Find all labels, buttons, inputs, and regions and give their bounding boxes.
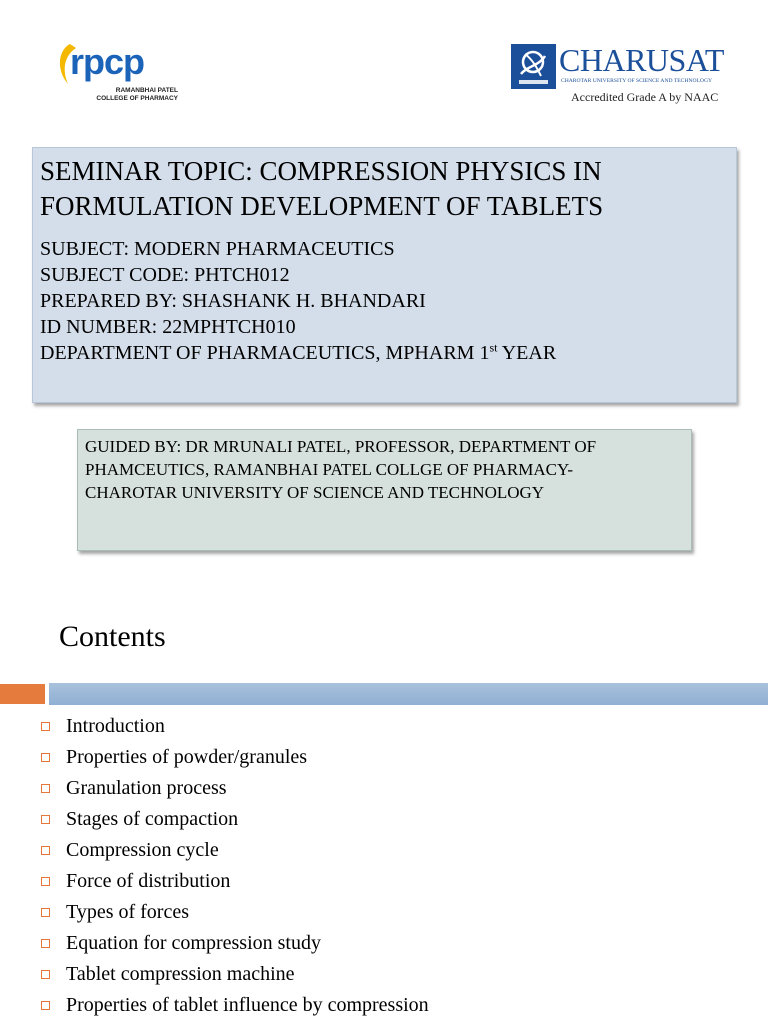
guided-by-line1: GUIDED BY: DR MRUNALI PATEL, PROFESSOR, DEPARTMENT OF (85, 437, 597, 456)
department-suffix: YEAR (497, 342, 557, 364)
hollow-square-bullet-icon (41, 753, 50, 762)
hollow-square-bullet-icon (41, 815, 50, 824)
charusat-full-name: CHAROTAR UNIVERSITY OF SCIENCE AND TECHNOLOGY (561, 78, 713, 84)
list-item-label: Granulation process (66, 777, 227, 799)
charusat-name: CHARUSAT (559, 42, 724, 78)
list-item-label: Tablet compression machine (66, 963, 295, 985)
guided-by-line2: PHAMCEUTICS, RAMANBHAI PATEL COLLGE OF PHARMACY- (85, 460, 574, 479)
subject-code-line: SUBJECT CODE: PHTCH012 (40, 264, 290, 286)
guided-by-text (85, 435, 691, 504)
department-prefix: DEPARTMENT OF PHARMACEUTICS, MPHARM 1 (40, 342, 490, 364)
list-item (40, 773, 429, 804)
hollow-square-bullet-icon (41, 939, 50, 948)
hollow-square-bullet-icon (41, 722, 50, 731)
hollow-square-bullet-icon (41, 784, 50, 793)
list-item-label: Equation for compression study (66, 932, 321, 954)
list-item (40, 866, 429, 897)
rpcp-logo (56, 40, 176, 106)
list-item (40, 742, 429, 773)
list-item (40, 959, 429, 990)
title-box (32, 147, 737, 403)
list-item (40, 711, 429, 742)
list-item-label: Force of distribution (66, 870, 231, 892)
hollow-square-bullet-icon (41, 846, 50, 855)
list-item-label: Compression cycle (66, 839, 219, 861)
hollow-square-bullet-icon (41, 970, 50, 979)
list-item (40, 897, 429, 928)
contents-heading: Contents (59, 620, 166, 653)
contents-divider-bar (0, 683, 768, 705)
rpcp-college-line1: RAMANBHAI PATEL (115, 87, 178, 94)
list-item (40, 835, 429, 866)
hollow-square-bullet-icon (41, 908, 50, 917)
seminar-title-line2: FORMULATION DEVELOPMENT OF TABLETS (40, 191, 604, 221)
list-item-label: Properties of powder/granules (66, 746, 308, 768)
guided-by-line3: CHAROTAR UNIVERSITY OF SCIENCE AND TECHNOLOGY (85, 483, 545, 502)
prepared-by-line: PREPARED BY: SHASHANK H. BHANDARI (40, 290, 426, 312)
rpcp-wordmark: rpcp (70, 41, 145, 82)
list-item (40, 804, 429, 835)
contents-list (40, 711, 429, 1021)
charusat-emblem-icon (511, 44, 556, 89)
rpcp-college-line2: COLLEGE OF PHARMACY (96, 95, 178, 102)
rpcp-college-name (78, 87, 178, 103)
list-item-label: Stages of compaction (66, 808, 239, 830)
department-ordinal: st (489, 340, 498, 355)
department-line (40, 340, 736, 366)
seminar-title-line1: SEMINAR TOPIC: COMPRESSION PHYSICS IN (40, 156, 602, 186)
list-item-label: Properties of tablet influence by compression (66, 994, 429, 1016)
hollow-square-bullet-icon (41, 877, 50, 886)
seminar-info (40, 236, 736, 366)
divider-blue-block (49, 683, 768, 705)
charusat-accreditation: Accredited Grade A by NAAC (571, 90, 719, 104)
list-item (40, 928, 429, 959)
hollow-square-bullet-icon (41, 1001, 50, 1010)
subject-line: SUBJECT: MODERN PHARMACEUTICS (40, 238, 395, 260)
guide-box (77, 429, 692, 551)
id-number-line: ID NUMBER: 22MPHTCH010 (40, 316, 296, 338)
list-item (40, 990, 429, 1021)
seminar-title (40, 154, 736, 224)
list-item-label: Introduction (66, 715, 165, 737)
divider-orange-block (0, 684, 45, 704)
list-item-label: Types of forces (66, 901, 189, 923)
charusat-logo (511, 44, 726, 108)
